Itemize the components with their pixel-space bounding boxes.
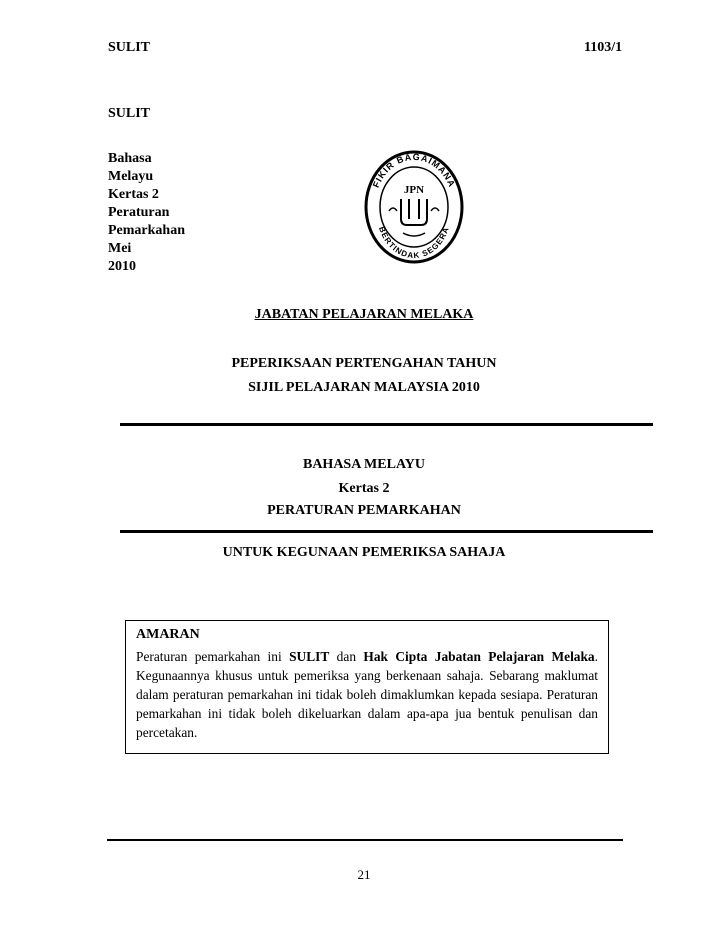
subject-line: Pemarkahan (108, 223, 185, 238)
subject-block (108, 150, 185, 276)
divider-footer (107, 839, 623, 841)
svg-text:JPN: JPN (403, 184, 425, 196)
header-classification: SULIT (108, 40, 151, 55)
subject-line: Peraturan (108, 205, 170, 220)
exam-title-line-1: PEPERIKSAAN PERTENGAHAN TAHUN (231, 356, 497, 371)
jpn-seal-logo (363, 149, 465, 265)
subject-title: BAHASA MELAYU (302, 457, 425, 472)
warning-text: Peraturan pemarkahan ini SULIT dan Hak Cipta Jabatan Pelajaran Melaka. Kegunaannya khusus untuk pemeriksa yang berkenaan sahaja. Sebarang maklumat dalam peraturan pemarkahan ini tidak boleh dimaklumkan kepada sesiapa. Peraturan pemarkahan ini tidak boleh dikeluarkan dalam apa-apa jua bentuk penulisan dan percetakan. (136, 649, 598, 740)
subject-line: Bahasa (108, 151, 152, 166)
divider-middle (120, 530, 653, 533)
header-paper-code: 1103/1 (584, 40, 623, 55)
department-title: JABATAN PELAJARAN MELAKA (254, 307, 474, 322)
exam-title-line-2: SIJIL PELAJARAN MALAYSIA 2010 (248, 380, 480, 395)
subject-line: Melayu (108, 169, 154, 184)
page-number: 21 (357, 867, 371, 882)
divider-top (120, 423, 653, 426)
seal-icon (363, 149, 465, 265)
warning-title: AMARAN (136, 627, 200, 642)
svg-text:BERTINDAK SEGERA: BERTINDAK SEGERA (377, 225, 451, 261)
paper-number: Kertas 2 (338, 481, 390, 496)
usage-note: UNTUK KEGUNAAN PEMERIKSA SAHAJA (222, 545, 506, 560)
svg-text:FIKIR BAGAIMANA: FIKIR BAGAIMANA (370, 151, 458, 190)
subject-line: 2010 (108, 259, 136, 274)
classification-label: SULIT (108, 106, 151, 121)
document-type: PERATURAN PEMARKAHAN (267, 503, 461, 518)
subject-line: Kertas 2 (108, 187, 159, 202)
warning-box (125, 620, 609, 754)
subject-line: Mei (108, 241, 132, 256)
